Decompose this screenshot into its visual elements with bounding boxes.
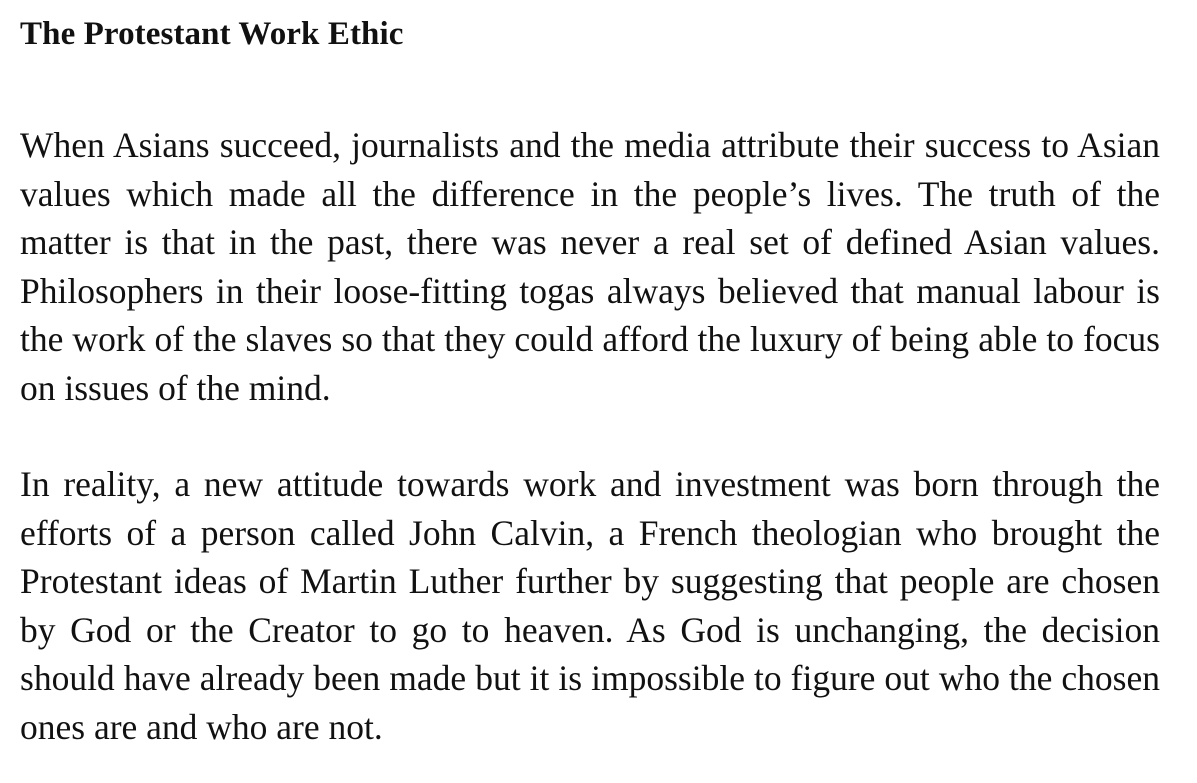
paragraph: When Asians succeed, journalists and the media attribute their success to Asian values which made all the difference in the people’s lives. The truth of the matter is that in the past, there was never a real set of defined Asian values. Philosophers in their loose-fitting togas always believed that manual labour is the work of the slaves so that they could afford the luxury of being able to focus on issues of the mind.: [20, 125, 1160, 408]
section-heading: The Protestant Work Ethic: [20, 16, 404, 52]
document-page: [20, 14, 1160, 751]
paragraph: In reality, a new attitude towards work and investment was born through the efforts of a person called John Calvin, a French theologian who brought the Protestant ideas of Martin Luther further by suggesting that people are chosen by God or the Creator to go to heaven. As God is unchanging, the decision should have already been made but it is impossible to figure out who the chosen ones are and who are not.: [20, 464, 1160, 747]
